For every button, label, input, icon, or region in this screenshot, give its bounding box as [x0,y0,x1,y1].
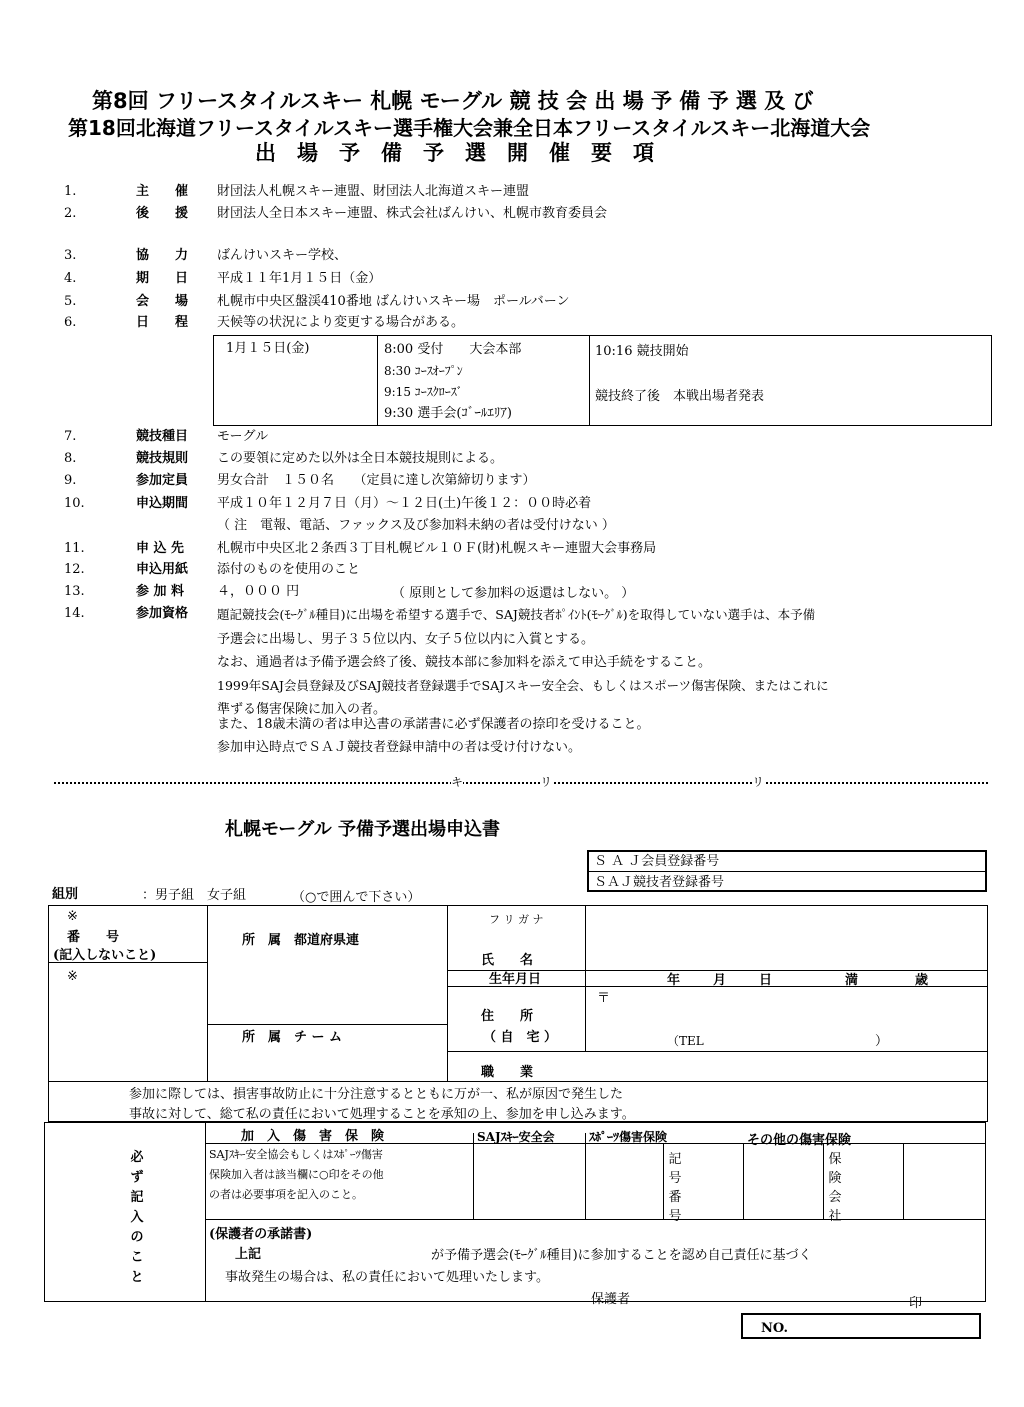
tel-open: （TEL [667,1034,704,1048]
mark-1: ※ [67,909,78,924]
pledge-line-1: 参加に際しては、損害事故防止に十分注意するとともに万が一、私が原因で発生した [129,1087,624,1102]
required-char: 必 [130,1150,144,1165]
company-char: 社 [828,1209,842,1224]
item-value: 札幌市中央区北２条西３丁目札幌ビル１０Ｆ(財)札幌スキー連盟大会事務局 [217,541,657,556]
company-char: 会 [828,1190,842,1205]
item-label: 期 日 [136,271,189,286]
qualification-line: 予選会に出場し、男子３５位以内、女子５位以内に入賞とする。 [217,632,595,647]
form-title: 札幌モーグル 予備予選出場申込書 [225,819,501,840]
required-char: と [130,1270,144,1285]
item-label: 申込期間 [136,496,189,511]
title-line-1: 第8回 フリースタイルスキー 札幌 モーグル 競 技 会 出 場 予 備 予 選 及 び [92,89,814,113]
item-label: 競技規則 [136,451,189,466]
item-value: 平成１１年1月１５日（金） [217,271,382,286]
insurance-note-line: の者は必要事項を記入のこと。 [209,1188,363,1201]
item-value: 財団法人札幌スキー連盟、財団法人北海道スキー連盟 [217,184,530,199]
number-box-label: NO. [761,1321,788,1336]
schedule-result: 競技終了後 本戦出場者発表 [595,389,765,404]
guardian-label: 保護者 [591,1292,631,1307]
year-label: 年 [667,973,681,988]
company-char: 険 [828,1171,842,1186]
item-label: 日 程 [136,315,189,330]
address-label: 住 所 [481,1009,534,1024]
pledge-box [48,1082,988,1122]
furigana-label: フ リ ガ ナ [489,913,544,926]
company-char: 保 [828,1152,842,1167]
item-label: 協 力 [136,248,189,263]
saj-number-box [587,850,987,892]
entry-form [48,905,988,1082]
reg-number-char: 記 [668,1152,682,1167]
saj-competitor-label: ＳＡＪ競技者登録番号 [594,875,725,890]
item-label: 後 援 [136,206,189,221]
required-char: こ [130,1250,144,1265]
item-number: 6. [64,315,77,330]
mark-2: ※ [67,969,78,984]
insurance-note-line: 保険加入者は該当欄に○印をその他 [209,1168,384,1181]
item-value: 平成１０年１２月７日（月）～１２日(土)午後１２：００時必着 [217,496,592,511]
day-label: 日 [759,973,773,988]
insurance-header: 加 入 傷 害 保 険 [241,1129,385,1144]
birth-label: 生年月日 [489,972,542,987]
schedule-row-3: 9:15 ｺｰｽｸﾛｰｽﾞ [384,385,463,399]
seal-mark: 印 [909,1296,923,1311]
qualification-line: なお、通過者は予備予選会終了後、競技本部に参加料を添えて申込手続をすること。 [217,655,712,670]
number-note: (記入しないこと) [53,948,157,963]
item-number: 5. [64,294,77,309]
category-options: ：男子組 女子組 [142,888,247,903]
cut-mark: リ [752,775,765,789]
guardian-text-1: が予備予選会(ﾓｰｸﾞﾙ種目)に参加することを認め自己責任に基づく [431,1248,812,1263]
cut-mark: リ [540,775,553,789]
item-number: 11. [64,541,85,556]
item-value: ４，０００ 円 [217,584,300,599]
item-value: 添付のものを使用のこと [217,562,361,577]
item-number: 2. [64,206,77,221]
number-box [741,1313,981,1339]
item-value: モーグル [217,429,269,444]
required-char: 入 [130,1210,144,1225]
item-value: 天候等の状況により変更する場合がある。 [217,315,465,330]
required-char: の [130,1230,144,1245]
other-insurance-header: その他の傷害保険 [747,1133,852,1148]
required-char: ず [130,1170,144,1185]
schedule-date: 1月１５日(金) [226,341,310,356]
guardian-above: 上記 [235,1247,262,1262]
item-number: 10. [64,496,85,511]
postal-mark: 〒 [597,991,611,1006]
sports-insurance-header: ｽﾎﾟｰﾂ傷害保険 [589,1130,668,1144]
item-number: 8. [64,451,77,466]
occupation-label: 職 業 [481,1065,534,1080]
number-label: 番 号 [67,930,120,945]
category-label: 組別 [52,887,79,902]
saj-member-label: Ｓ Ａ Ｊ会員登録番号 [594,854,720,869]
schedule-table [213,335,992,426]
item-10-note: （ 注 電報、電話、ファックス及び参加料未納の者は受付けない ） [217,518,615,533]
age-label: 歳 [915,973,929,988]
month-label: 月 [713,973,727,988]
item-label: 会 場 [136,294,189,309]
item-label: 申 込 先 [136,541,185,556]
qualification-line: 1999年SAJ会員登録及びSAJ競技者登録選手でSAJスキー安全会、もしくはスポーツ傷害保険、またはこれに [217,678,829,693]
reg-number-char: 号 [668,1209,682,1224]
tel-close: ） [875,1034,889,1049]
guardian-text-2: 事故発生の場合は、私の責任において処理いたします。 [225,1270,549,1285]
cut-mark: キ [451,775,464,789]
item-number: 3. [64,248,77,263]
item-label: 参 加 料 [136,584,185,599]
title-line-3: 出 場 予 備 予 選 開 催 要 項 [255,141,654,165]
item-13-note: （ 原則として参加料の返還はしない。 ） [392,586,635,601]
category-note: （○で囲んで下さい） [292,890,421,905]
qualification-line: 参加申込時点でＳＡＪ競技者登録申請中の者は受け付けない。 [217,740,582,755]
item-label: 参加資格 [136,606,189,621]
item-number: 9. [64,473,77,488]
reg-number-char: 号 [668,1171,682,1186]
saj-safety-header: SAJｽｷｰ安全会 [477,1130,555,1144]
item-number: 14. [64,606,85,621]
qualification-line: また、18歳未満の者は申込書の承諾書に必ず保護者の捺印を受けること。 [217,717,650,732]
item-number: 12. [64,562,85,577]
insurance-block [44,1122,986,1311]
schedule-row-1: 8:00 受付 大会本部 [384,342,522,357]
item-label: 競技種目 [136,429,189,444]
required-char: 記 [130,1190,144,1205]
item-label: 主 催 [136,184,189,199]
team-label: 所 属 チ ー ム [242,1030,343,1045]
qualification-line: 準ずる傷害保険に加入の者。 [217,702,387,717]
item-value: ばんけいスキー学校、 [217,248,348,263]
item-value: 男女合計 １５０名 （定員に達し次第締切ります） [217,473,536,488]
schedule-start: 10:16 競技開始 [595,344,689,359]
pledge-line-2: 事故に対して、総て私の責任において処理することを承知の上、参加を申し込みます。 [129,1107,635,1122]
item-label: 申込用紙 [136,562,189,577]
insurance-note-line: SAJｽｷｰ安全協会もしくはｽﾎﾟｰﾂ傷害 [209,1148,383,1161]
cut-line [54,782,988,784]
affiliation-label: 所 属 都道府県連 [242,933,360,948]
item-value: 札幌市中央区盤渓410番地 ばんけいスキー場 ポールバーン [217,294,570,309]
item-number: 13. [64,584,85,599]
guardian-title: (保護者の承諾書) [209,1227,313,1242]
address-home-label: （ 自 宅 ） [483,1030,558,1045]
man-label: 満 [845,973,859,988]
item-number: 4. [64,271,77,286]
item-label: 参加定員 [136,473,189,488]
item-number: 1. [64,184,77,199]
title-line-2: 第18回北海道フリースタイルスキー選手権大会兼全日本フリースタイルスキー北海道大会 [68,116,871,140]
schedule-row-2: 8:30 ｺｰｽｵｰﾌﾟﾝ [384,364,463,378]
schedule-row-4: 9:30 選手会(ｺﾞｰﾙｴﾘｱ) [384,406,512,421]
reg-number-char: 番 [668,1190,682,1205]
item-number: 7. [64,429,77,444]
item-value: この要領に定めた以外は全日本競技規則による。 [217,451,504,466]
item-value: 題記競技会(ﾓｰｸﾞﾙ種目)に出場を希望する選手で、SAJ競技者ﾎﾟｲﾝﾄ(ﾓｰｸﾞﾙ)を取得していない選手は、本予備 [217,607,816,622]
name-label: 氏 名 [481,953,534,968]
item-value: 財団法人全日本スキー連盟、株式会社ばんけい、札幌市教育委員会 [217,206,608,221]
